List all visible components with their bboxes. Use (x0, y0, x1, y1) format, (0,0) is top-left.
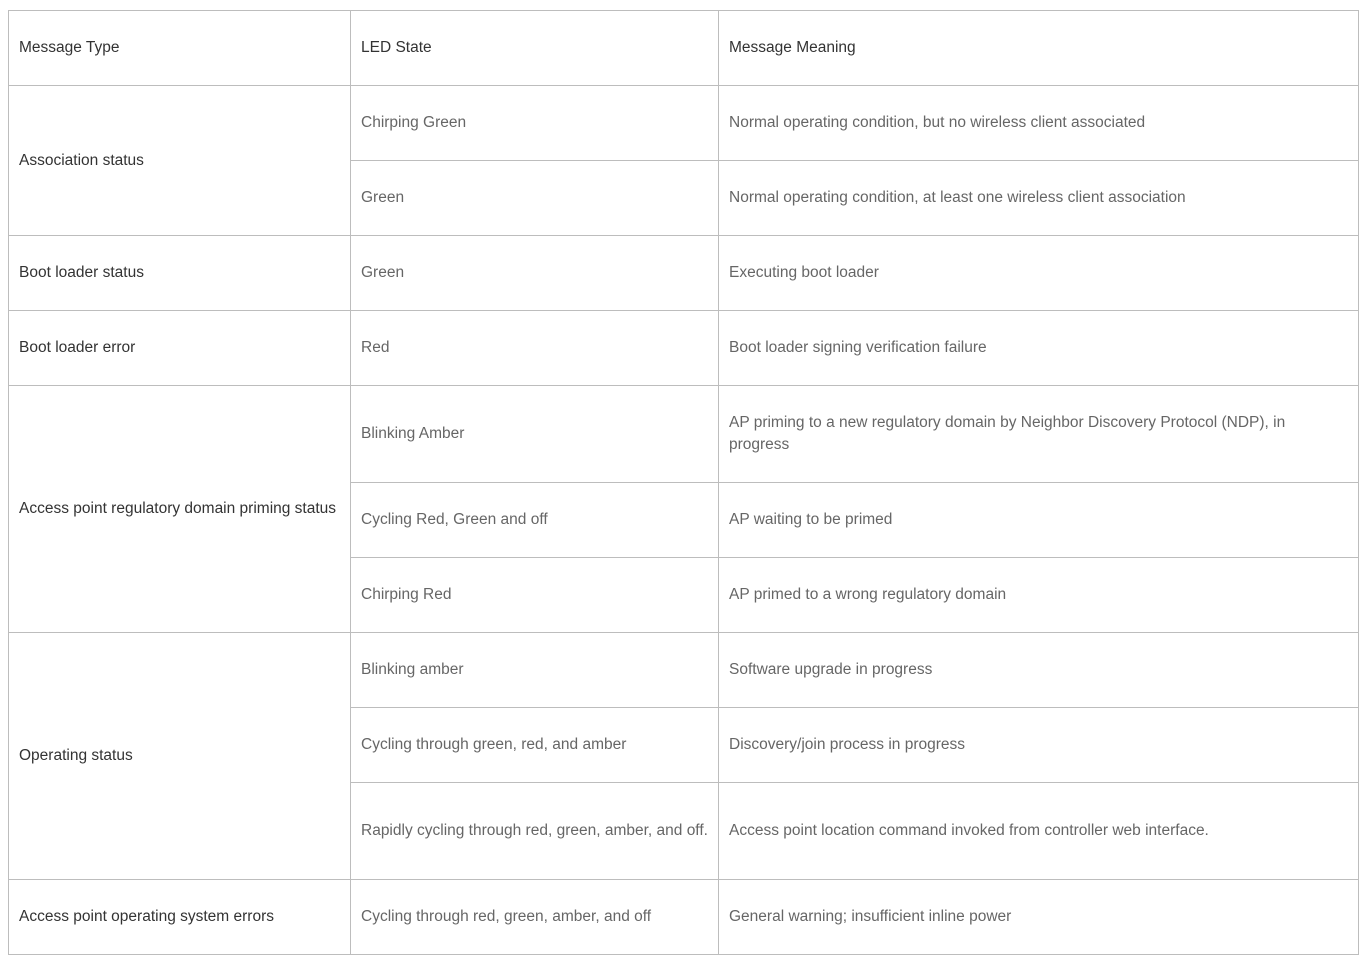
led-state-cell: Green (351, 236, 719, 311)
message-meaning-cell: Access point location command invoked from controller web interface. (719, 783, 1359, 880)
header-message-type: Message Type (9, 11, 351, 86)
message-type-cell: Boot loader error (9, 311, 351, 386)
message-meaning-cell: Normal operating condition, at least one wireless client association (719, 161, 1359, 236)
table-header-row (9, 11, 1359, 86)
message-meaning-cell: Normal operating condition, but no wireless client associated (719, 86, 1359, 161)
led-state-cell: Chirping Green (351, 86, 719, 161)
message-meaning-cell: AP priming to a new regulatory domain by Neighbor Discovery Protocol (NDP), in progress (719, 386, 1359, 483)
led-state-cell: Chirping Red (351, 558, 719, 633)
led-state-cell: Red (351, 311, 719, 386)
table-row (9, 386, 1359, 483)
message-type-cell: Access point operating system errors (9, 880, 351, 955)
led-state-cell: Blinking Amber (351, 386, 719, 483)
led-state-cell: Cycling through red, green, amber, and off (351, 880, 719, 955)
led-state-cell: Rapidly cycling through red, green, amber, and off. (351, 783, 719, 880)
message-meaning-cell: AP primed to a wrong regulatory domain (719, 558, 1359, 633)
message-type-cell: Operating status (9, 633, 351, 880)
message-meaning-cell: Executing boot loader (719, 236, 1359, 311)
message-type-cell: Boot loader status (9, 236, 351, 311)
message-meaning-cell: Software upgrade in progress (719, 633, 1359, 708)
message-meaning-cell: Boot loader signing verification failure (719, 311, 1359, 386)
led-state-cell: Cycling through green, red, and amber (351, 708, 719, 783)
header-led-state: LED State (351, 11, 719, 86)
header-message-meaning: Message Meaning (719, 11, 1359, 86)
message-meaning-cell: Discovery/join process in progress (719, 708, 1359, 783)
table-row (9, 633, 1359, 708)
message-meaning-cell: AP waiting to be primed (719, 483, 1359, 558)
message-type-cell: Association status (9, 86, 351, 236)
table-row (9, 311, 1359, 386)
led-state-cell: Cycling Red, Green and off (351, 483, 719, 558)
table-row (9, 236, 1359, 311)
message-type-cell: Access point regulatory domain priming status (9, 386, 351, 633)
led-state-cell: Blinking amber (351, 633, 719, 708)
table-row (9, 880, 1359, 955)
led-status-table (8, 10, 1359, 955)
led-state-cell: Green (351, 161, 719, 236)
table-row (9, 86, 1359, 161)
message-meaning-cell: General warning; insufficient inline power (719, 880, 1359, 955)
